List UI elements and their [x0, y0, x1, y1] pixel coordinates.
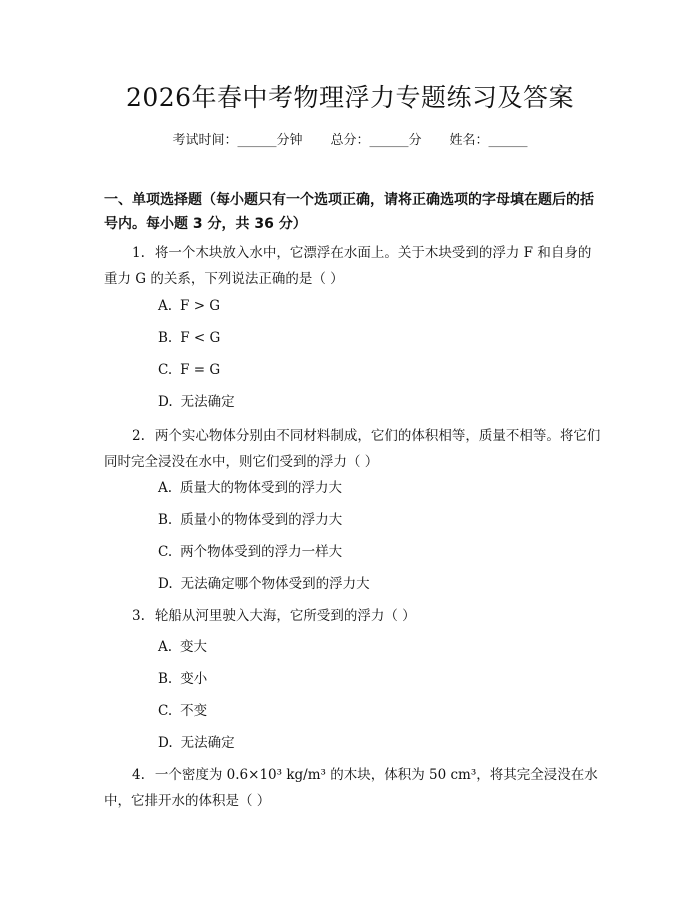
question-3-option-d [158, 732, 598, 754]
option-text: 不变 [180, 703, 208, 719]
option-text: 无法确定哪个物体受到的浮力大 [180, 576, 370, 592]
question-2-option-b [158, 509, 598, 531]
option-text: F = G [180, 362, 221, 378]
option-letter: B. [158, 330, 173, 346]
question-1-stem [104, 240, 604, 292]
question-2-option-d [158, 573, 598, 595]
option-text: 变小 [180, 671, 208, 687]
question-1-option-c [158, 359, 598, 381]
option-letter: D. [158, 576, 173, 592]
question-number: 4. [132, 767, 145, 783]
option-letter: B. [158, 671, 173, 687]
question-2-stem [104, 423, 604, 475]
question-3-stem [104, 603, 604, 629]
section-heading: 一、单项选择题（每小题只有一个选项正确，请将正确选项的字母填在题后的括号内。每小题 3 分，共 36 分） [104, 192, 594, 232]
option-text: F > G [180, 298, 221, 314]
option-text: 质量大的物体受到的浮力大 [180, 480, 343, 496]
option-text: F < G [180, 330, 221, 346]
question-number: 1. [132, 245, 145, 261]
option-letter: C. [158, 544, 173, 560]
option-letter: B. [158, 512, 173, 528]
option-text: 变大 [180, 639, 208, 655]
option-letter: D. [158, 735, 173, 751]
question-3-option-b [158, 668, 598, 690]
option-text: 无法确定 [180, 735, 235, 751]
question-text: 轮船从河里驶入大海，它所受到的浮力（ ） [154, 608, 416, 624]
option-letter: C. [158, 362, 173, 378]
option-letter: A. [158, 639, 173, 655]
question-1-option-a [158, 295, 598, 317]
option-text: 两个物体受到的浮力一样大 [180, 544, 343, 560]
exam-time-field: 考试时间：______分钟 [172, 133, 303, 148]
question-3-option-a [158, 636, 598, 658]
student-name-field: 姓名：______ [449, 133, 528, 148]
document-title: 2026年春中考物理浮力专题练习及答案 [125, 83, 575, 112]
question-3-option-c [158, 700, 598, 722]
option-letter: A. [158, 480, 173, 496]
question-1-option-d [158, 391, 598, 413]
question-number: 2. [132, 428, 145, 444]
option-letter: A. [158, 298, 173, 314]
option-text: 质量小的物体受到的浮力大 [180, 512, 343, 528]
exam-info-line [0, 130, 700, 152]
question-text: 一个密度为 0.6×10³ kg/m³ 的木块，体积为 50 cm³，将其完全浸没在水中，它排开水的体积是（ ） [104, 767, 598, 809]
question-number: 3. [132, 608, 145, 624]
question-text: 两个实心物体分别由不同材料制成，它们的体积相等，质量不相等。将它们同时完全浸没在水中，则它们受到的浮力（ ） [104, 428, 601, 470]
option-text: 无法确定 [180, 394, 235, 410]
question-4-stem [104, 762, 604, 814]
question-2-option-a [158, 477, 598, 499]
question-1-option-b [158, 327, 598, 349]
option-letter: D. [158, 394, 173, 410]
total-score-field: 总分：______分 [330, 133, 422, 148]
option-letter: C. [158, 703, 173, 719]
question-2-option-c [158, 541, 598, 563]
question-text: 将一个木块放入水中，它漂浮在水面上。关于木块受到的浮力 F 和自身的重力 G 的关系，下列说法正确的是（ ） [104, 245, 592, 287]
